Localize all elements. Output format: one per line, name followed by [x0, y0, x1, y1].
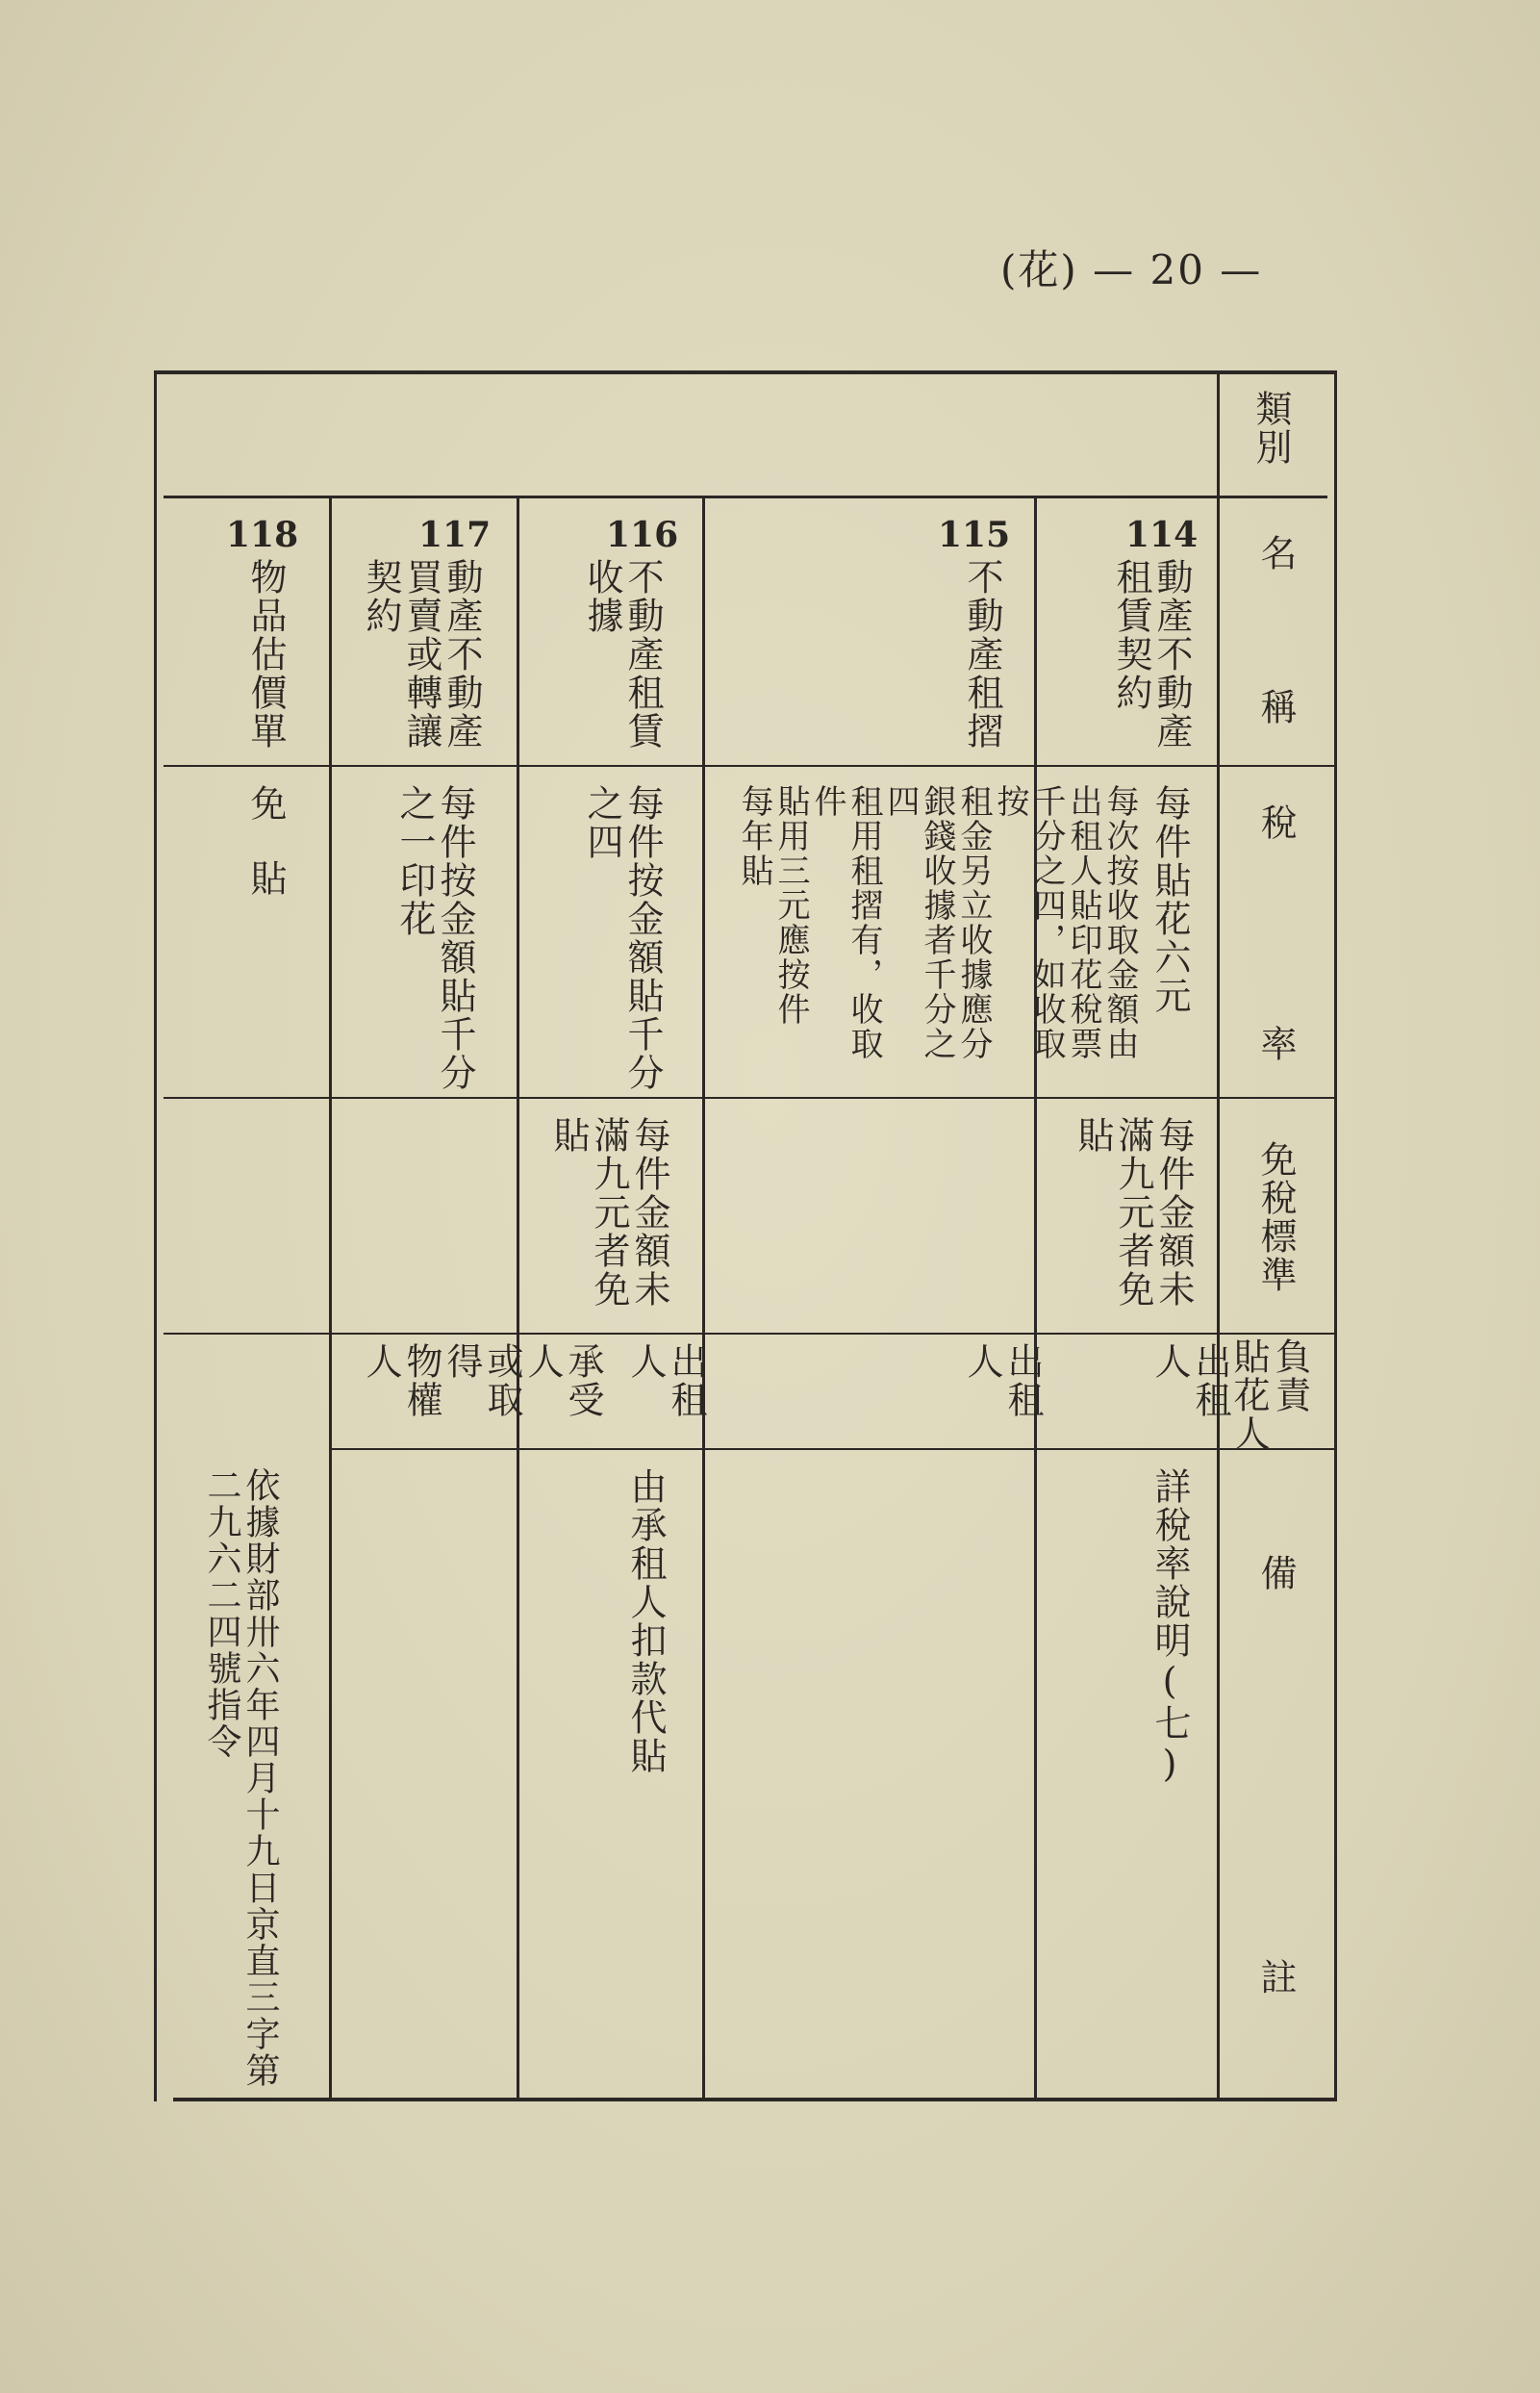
row-116-payer: 出租人 — [624, 1342, 707, 1419]
label-payer-2: 貼花人 — [1227, 1337, 1270, 1453]
row-118-number: 118 — [226, 515, 299, 555]
label-rate-1: 稅 — [1254, 803, 1297, 842]
label-remarks-1: 備 — [1254, 1554, 1297, 1592]
row-117-rate: 每件按金額貼千分 之一印花 — [393, 784, 476, 1092]
row-115-rate: 每次按收取金額由 出租人貼印花稅票 千分之四，如收取按 租金另立收據應分 銀錢收據者千分之四 租用租摺有，收取件 貼用三元應按件 每年貼 — [735, 784, 1139, 1061]
tax-table — [154, 370, 1337, 2102]
row-117-name: 動產不動產 買賣或轉讓 契約 — [360, 558, 483, 751]
page-header: (花) — 20 — — [1000, 246, 1263, 293]
category-separator — [164, 496, 1327, 498]
row-116-rate: 每件按金額貼千分 之四 — [581, 784, 664, 1092]
row-116-name: 不動產租賃 收據 — [581, 558, 664, 751]
label-column-divider — [1217, 370, 1220, 2101]
label-name-1: 名 — [1254, 534, 1297, 573]
row-117-payer: 承受人 或取得 物權人 — [360, 1342, 604, 1419]
row-118-rate: 免貼 — [244, 784, 287, 934]
row-114-remarks: 詳稅率說明(七) — [1149, 1467, 1191, 1787]
row-114-payer: 出租人 — [1149, 1342, 1231, 1419]
row-114-number: 114 — [1125, 515, 1199, 555]
row-118-name: 物品估價單 — [244, 558, 287, 751]
label-rate-2: 率 — [1254, 1025, 1297, 1063]
col-divider-116-117 — [517, 496, 519, 2101]
label-category: 類別 — [1250, 390, 1292, 467]
sep-name-rate — [164, 765, 1334, 767]
sep-payer-remarks — [329, 1448, 1334, 1450]
label-name-2: 稱 — [1254, 688, 1297, 726]
sep-exempt-payer — [164, 1333, 1334, 1335]
row-114-name: 動產不動產 租賃契約 — [1110, 558, 1193, 751]
table-left-border — [154, 370, 157, 2101]
row-114-exempt: 每件金額未 滿九元者免 貼 — [1072, 1116, 1195, 1309]
label-exempt: 免稅標準 — [1254, 1140, 1297, 1294]
sep-rate-exempt — [164, 1097, 1334, 1099]
row-115-payer: 出租人 — [961, 1342, 1044, 1419]
row-115-name: 不動產租摺 — [961, 558, 1003, 751]
row-114-rate: 每件貼花六元 — [1149, 784, 1191, 1015]
row-116-exempt: 每件金額未 滿九元者免 貼 — [547, 1116, 670, 1309]
row-116-remarks: 由承租人扣款代貼 — [624, 1467, 667, 1775]
label-payer-1: 負責 — [1269, 1337, 1311, 1414]
col-divider-117-118 — [329, 496, 332, 2101]
row-117-number: 117 — [418, 515, 492, 555]
row-116-number: 116 — [606, 515, 679, 555]
table-top-border — [154, 370, 1337, 374]
table-bottom-border — [173, 2098, 1337, 2101]
label-remarks-2: 註 — [1254, 1958, 1297, 1997]
row-115-number: 115 — [938, 515, 1011, 555]
row-118-remarks: 依據財部卅六年四月十九日京直三字第 二九六二四號指令 — [202, 1467, 280, 2089]
col-divider-114-115 — [1034, 496, 1037, 2101]
col-divider-115-116 — [702, 496, 705, 2101]
table-right-border — [1334, 370, 1337, 2101]
